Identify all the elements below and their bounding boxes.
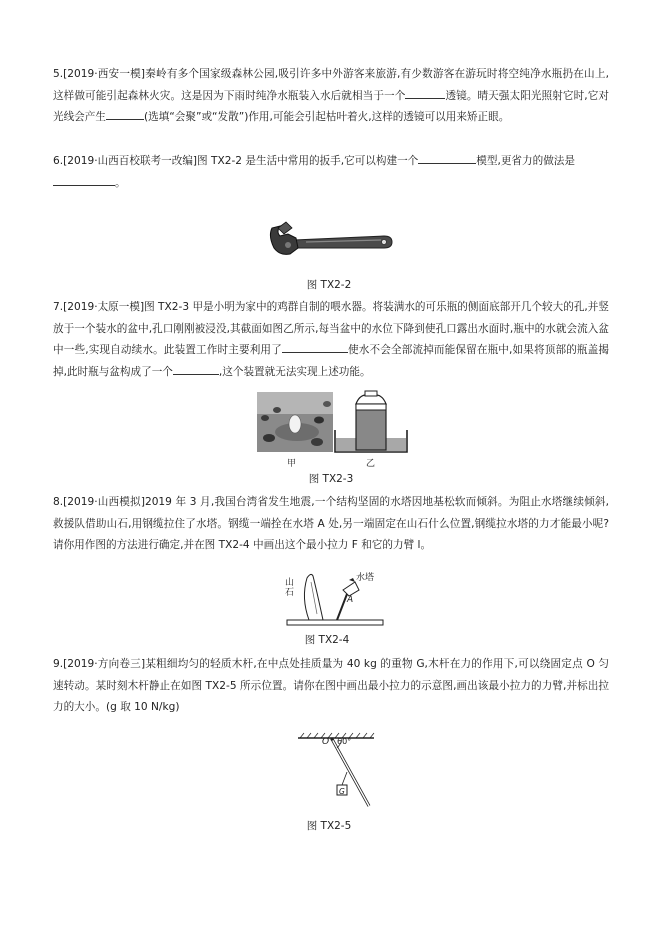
- label-angle: 60°: [337, 737, 352, 746]
- q5-text-3: (选填“会聚”或“发散”)作用,可能会引起枯叶着火,这样的透镜可以用来矫正: [143, 111, 489, 123]
- q6-text-3: 。: [115, 176, 126, 189]
- label-rock: [285, 578, 294, 598]
- label-yi: 乙: [366, 459, 376, 469]
- q6-text-2: 模型,更省力的做法是: [476, 155, 575, 167]
- label-tower: 水塔: [356, 573, 375, 583]
- answer-blank[interactable]: [418, 151, 476, 164]
- figure-caption: 图 TX2-3: [308, 473, 354, 485]
- water-tower-figure: [283, 568, 393, 630]
- figure-caption: 图 TX2-2: [306, 279, 352, 291]
- answer-blank[interactable]: [405, 86, 445, 99]
- figure-caption: 图 TX2-4: [304, 634, 350, 646]
- q6-text-1: 6.[2019·山西百校联考一改编]图 TX2-2 是生活中常用的扳手,它可以构建一个: [53, 155, 419, 167]
- lever-figure: [296, 730, 376, 810]
- label-point-a: A: [347, 595, 354, 605]
- q8-text: 8.[2019·山西模拟]2019 年 3 月,我国台湾省发生地震,一个结构坚固的水塔因地基松软而倾斜。为阻止水塔继续倾斜,救援队借助山石,用钢缆拉住了水塔。钢缆一端拴在水塔 A 处,另一端固定在山石什么位置,钢缆拉水塔的力才能最小呢?请你用作图的方法进行确定,并在图 TX2-4 中画出这个最小拉力 F 和它的力臂 l。: [53, 496, 609, 551]
- q5-text-2: 透镜。晴天强太阳光照射它时,它对光线会产生: [53, 89, 609, 123]
- question-8: [53, 492, 609, 557]
- question-5: [53, 64, 609, 129]
- q7-text-2: 使水不会全部流掉而能保留在瓶中,如果将顶部的瓶盖揭掉,此时瓶与盆构成了一个: [53, 344, 609, 378]
- question-9: [53, 654, 609, 719]
- feeder-cross-section: [333, 390, 409, 454]
- q5-text-1: 5.[2019·西安一模]秦岭有多个国家级森林公园,吸引许多中外游客来旅游,有少数游客在游玩时将空纯净水瓶扔在山上,这样做可能引起森林火灾。这是因为下雨时纯净水瓶装入水后就相当于一个: [53, 68, 609, 102]
- label-jia: 甲: [287, 459, 297, 469]
- answer-blank[interactable]: [106, 107, 144, 120]
- label-rock-line-2: 石: [285, 588, 295, 598]
- figure-caption: 图 TX2-5: [306, 820, 352, 832]
- answer-blank[interactable]: [173, 362, 219, 375]
- wrench-figure: [266, 218, 396, 268]
- question-7: [53, 297, 609, 383]
- question-6: [53, 151, 609, 194]
- q9-text: 9.[2019·方向卷三]某粗细均匀的轻质木杆,在中点处挂质量为 40 kg 的重物 G,木杆在力的作用下,可以绕固定点 O 匀速转动。某时刻木杆静止在如图 TX2-5 所示位置。请你在图中画出最小拉力的示意图,画出该最小拉力的力臂,并标出拉力的大小。(g 取 10 N/kg): [53, 658, 609, 713]
- answer-blank[interactable]: [282, 340, 348, 353]
- q7-text-1: 7.[2019·太原一模]图 TX2-3 甲是小明为家中的鸡群自制的喂水器。将装满水的可乐瓶的侧面底部开几个较大的孔,并竖放于一个装水的盆中,孔口刚刚被浸没,其截面如图乙所示,每当盆中的水位下降到使孔口露出水面时,瓶中的水就会流入盆中一些,实现自动续水。此装置工作时主要利用了: [53, 301, 609, 356]
- label-rock-line-1: 山: [285, 578, 295, 588]
- q5-text-4: 眼。: [488, 111, 510, 123]
- chicken-feeder-photo: [257, 392, 333, 452]
- label-pivot-o: O: [322, 737, 330, 747]
- label-weight-g: G: [339, 787, 345, 796]
- q7-text-3: ,这个装置就无法实现上述功能。: [218, 365, 371, 378]
- answer-blank[interactable]: [53, 173, 115, 186]
